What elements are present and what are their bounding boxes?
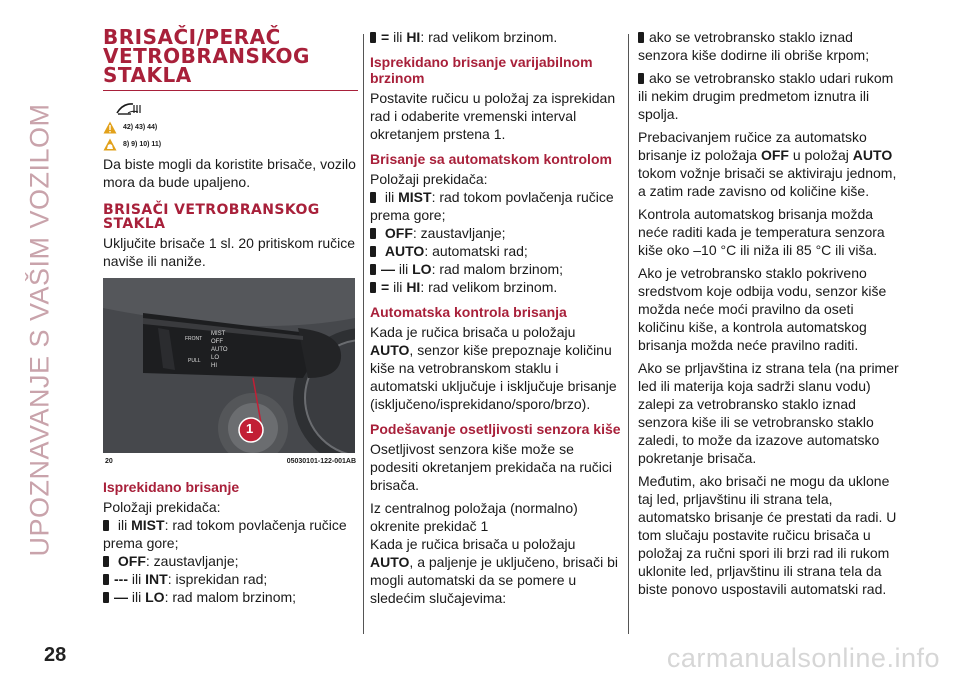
- page-number: 28: [44, 644, 67, 666]
- position-or: ili: [131, 571, 142, 587]
- position-text: : rad tokom povlačenja ručice prema gore;: [103, 517, 347, 551]
- positions-list: [370, 188, 625, 296]
- position-item: [370, 242, 625, 260]
- position-key: HI: [406, 29, 421, 45]
- bullet-icon: [370, 32, 376, 43]
- position-item: [103, 516, 358, 552]
- heading-sensitivity: Podešavanje osetljivosti senzora kiše: [370, 421, 621, 437]
- position-key: HI: [406, 279, 421, 295]
- bullet-icon: [370, 282, 376, 293]
- lever-label-pull: PULL: [188, 358, 201, 364]
- lever-mark: MIST: [211, 331, 226, 337]
- position-or: ili: [384, 189, 395, 205]
- positions-lead: Položaji prekidača:: [370, 171, 488, 187]
- lever-mark: OFF: [211, 339, 223, 345]
- position-text: : rad malom brzinom;: [431, 261, 564, 277]
- column-2: [370, 28, 625, 612]
- position-text: : rad velikom brzinom.: [420, 29, 558, 45]
- paragraph: Kontrola automatskog brisanja možda neće raditi kada je temperatura senzora kiše oko –10 °C ili niža ili 85 °C ili viša.: [638, 206, 885, 258]
- sensitivity-text: Osetljivost senzora kiše može se podesiti okretanjem prekidača na ručici brisača.: [370, 441, 613, 493]
- position-symbol: =: [381, 279, 390, 295]
- position-key: MIST: [398, 189, 432, 205]
- bullet-icon: [370, 246, 376, 257]
- position-key: LO: [145, 589, 165, 605]
- caution-hand-icon: [103, 138, 117, 151]
- positions-lead: Položaji prekidača:: [103, 499, 221, 515]
- wiper-icon: [115, 101, 358, 117]
- position-key: INT: [145, 571, 168, 587]
- position-item: [103, 570, 358, 588]
- position-item: [370, 260, 625, 278]
- positions-list-continued: [370, 28, 625, 46]
- position-or: ili: [398, 261, 409, 277]
- position-or: ili: [393, 279, 403, 295]
- lever-mark: LO: [211, 355, 220, 361]
- figure-code: 05030101-122-001AB: [286, 458, 356, 465]
- bullet-icon: [638, 73, 644, 84]
- lever-mark: AUTO: [211, 347, 228, 353]
- auto-control-text: Kada je ručica brisača u položaju AUTO, senzor kiše prepoznaje količinu kiše na vetrobranskom staklu i automatski uključuje i isključuje brisanje (isključeno/isprekidano/sporo/brzo).: [370, 324, 617, 412]
- position-key: MIST: [131, 517, 165, 533]
- position-symbol: ---: [114, 571, 128, 587]
- heading-variable-speed: Isprekidano brisanje varijabilnom brzinom: [370, 54, 593, 86]
- bullet-icon: [103, 520, 109, 531]
- position-text: : automatski rad;: [424, 243, 528, 259]
- position-or: ili: [393, 29, 403, 45]
- caution-reference: 8) 9) 10) 11): [103, 138, 358, 151]
- bullet-icon: [370, 192, 376, 203]
- column-divider: [628, 34, 629, 634]
- lever-position-marks: [211, 330, 228, 370]
- position-item: [370, 224, 625, 242]
- position-or: ili: [117, 517, 128, 533]
- warning-reference: 42) 43) 44): [103, 121, 358, 134]
- column-1: [103, 25, 358, 606]
- wiper-lever-figure: [103, 278, 355, 453]
- heading-intermittent: Isprekidano brisanje: [103, 479, 240, 495]
- position-key: OFF: [384, 225, 413, 241]
- position-text: : rad velikom brzinom.: [420, 279, 558, 295]
- section-title: BRISAČI/PERAČ VETROBRANSKOG STAKLA: [103, 28, 358, 91]
- bullet-icon: [103, 556, 109, 567]
- warning-triangle-icon: [103, 121, 117, 134]
- position-item: [103, 588, 358, 606]
- column-divider: [363, 34, 364, 634]
- bullet-item: ako se vetrobransko staklo iznad senzora kiše dodirne ili obriše krpom;: [638, 29, 870, 63]
- position-text: : zaustavljanje;: [412, 225, 506, 241]
- figure-number: 20: [105, 458, 113, 465]
- position-item: [370, 28, 625, 46]
- position-text: : rad malom brzinom;: [164, 589, 297, 605]
- paragraph: Prebacivanjem ručice za automatsko brisanje iz položaja OFF u položaj AUTO tokom vožnje brisači se aktiviraju jednom, a zatim rade zavisno od količine kiše.: [638, 129, 897, 199]
- position-item: [103, 552, 358, 570]
- position-item: [370, 278, 625, 296]
- position-key: LO: [412, 261, 432, 277]
- positions-list: [103, 516, 358, 606]
- column-3: [638, 28, 900, 603]
- position-text: : isprekidan rad;: [167, 571, 268, 587]
- paragraph: Međutim, ako brisači ne mogu da uklone taj led, prljavštinu ili strana tela, automatsko brisanje će prestati da radi. U tom slučaju postavite ručicu brisača u položaj za ručni spori ili brzi rad ili rukom uklonite led, prljavštinu ili strana tela da biste ponovo uspostavili automatski rad.: [638, 473, 897, 597]
- position-symbol: —: [381, 261, 395, 277]
- bullet-icon: [370, 264, 376, 275]
- position-item: [370, 188, 625, 224]
- bullet-icon: [370, 228, 376, 239]
- side-section-title: UPOZNAVANJE S VAŠIM VOZILOM: [24, 103, 55, 557]
- watermark: carmanualsonline.info: [666, 643, 940, 673]
- lever-mark: HI: [211, 363, 217, 369]
- paragraph: Ako se prljavština iz strana tela (na primer led ili materija koja sadrži slanu vodu) zalepi za vetrobransko staklo iznad senzora kiše ili se vetrobransko staklo zaledi, to može da izazove automatsko pokretanje brisača.: [638, 360, 899, 466]
- position-or: ili: [131, 589, 142, 605]
- bullet-icon: [638, 32, 644, 43]
- position-key: OFF: [117, 553, 146, 569]
- figure-callout: 1: [246, 421, 254, 436]
- position-text: : zaustavljanje;: [145, 553, 239, 569]
- position-key: AUTO: [384, 243, 425, 259]
- bullet-icon: [103, 592, 109, 603]
- heading-auto-control: Automatska kontrola brisanja: [370, 304, 567, 320]
- position-symbol: —: [114, 589, 128, 605]
- variable-speed-text: Postavite ručicu u položaj za isprekidan rad i odaberite vremenski interval okretanjem prstena 1.: [370, 90, 616, 142]
- paragraph: Ako je vetrobransko staklo pokriveno sredstvom koje odbija vodu, senzor kiše možda neće moći pravilno da oseti količinu kiše, a kontrola automatskog brisanja možda neće pravilno raditi.: [638, 265, 887, 353]
- intro-text: Da biste mogli da koristite brisače, vozilo mora da bude upaljeno.: [103, 156, 356, 190]
- position-text: : rad tokom povlačenja ručice prema gore;: [370, 189, 614, 223]
- figure-caption: [103, 458, 358, 465]
- bullet-item: ako se vetrobransko staklo udari rukom ili nekim drugim predmetom iznutra ili spolja.: [638, 70, 894, 122]
- sensitivity-text-2: Iz centralnog položaja (normalno) okrenite prekidač 1 Kada je ručica brisača u položaju AUTO, a paljenje je uključeno, brisači bi mogli automatski da se pomere u sledećim slučajevima:: [370, 500, 618, 606]
- position-symbol: =: [381, 29, 390, 45]
- heading-auto-wiping: Brisanje sa automatskom kontrolom: [370, 151, 612, 167]
- lever-label-front: FRONT: [185, 336, 203, 342]
- subsection-title: BRISAČI VETROBRANSKOG STAKLA: [103, 202, 320, 232]
- bullet-icon: [103, 574, 109, 585]
- subsection-text: Uključite brisače 1 sl. 20 pritiskom ručice naviše ili naniže.: [103, 235, 356, 269]
